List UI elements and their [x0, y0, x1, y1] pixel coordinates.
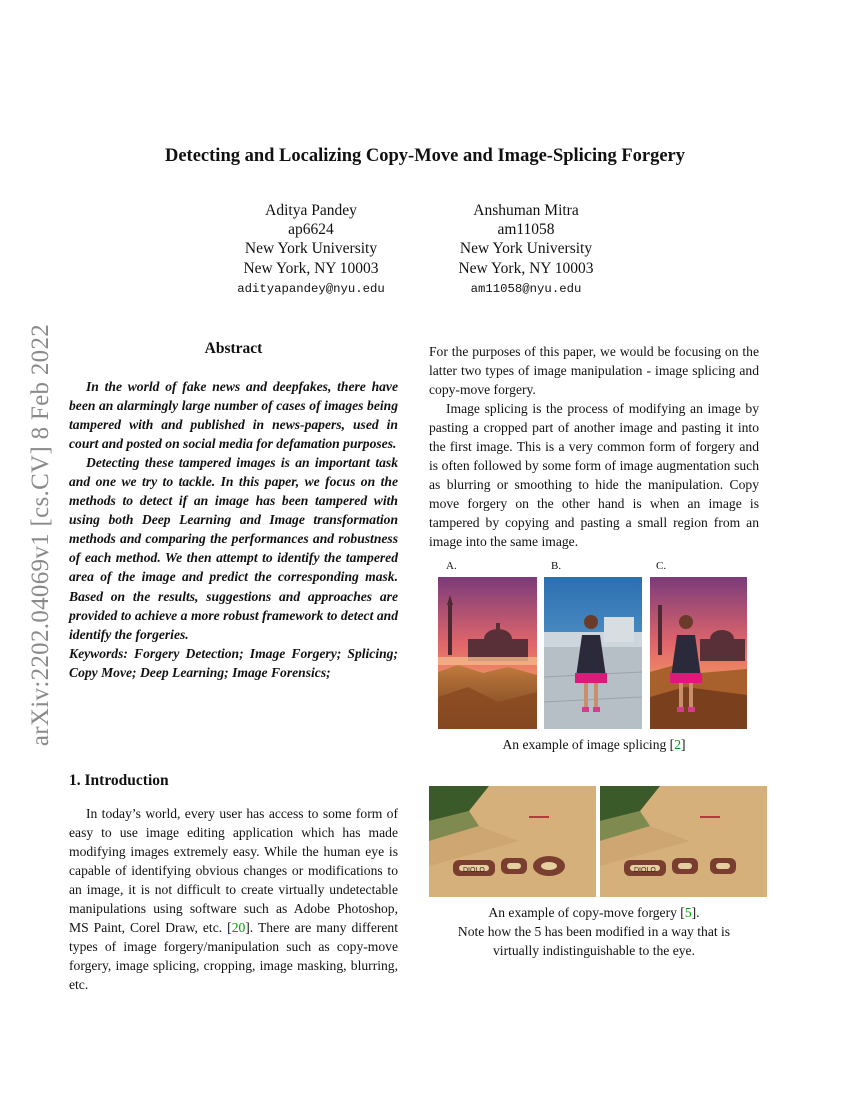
author-affiliation: New York University: [244, 240, 378, 258]
copy-move-image-forged: [600, 786, 767, 897]
abstract-paragraph: In the world of fake news and deepfakes, there have been an alarmingly large number of cases of images being tampered with and published in news-papers, used in court and posted on social media for defamation purposes.: [69, 379, 398, 452]
citation-link[interactable]: 2: [674, 737, 682, 752]
citation-link[interactable]: 20: [231, 920, 246, 936]
right-column-body: [429, 342, 759, 552]
author-id: ap6624: [288, 221, 334, 239]
author-location: New York, NY 10003: [458, 259, 594, 277]
author-location: New York, NY 10003: [243, 259, 379, 277]
figure-label-b: B.: [551, 560, 562, 572]
figure-label-c: C.: [656, 560, 667, 572]
paper-title: Detecting and Localizing Copy-Move and Image-Splicing Forgery: [164, 146, 685, 166]
citation-link[interactable]: 5: [684, 905, 692, 920]
figure-label-a: A.: [446, 560, 457, 572]
author-email[interactable]: adityapandey@nyu.edu: [237, 281, 385, 296]
abstract-keywords: Keywords: Forgery Detection; Image Forgery; Splicing; Copy Move; Deep Learning; Image Forensics;: [69, 645, 398, 680]
abstract-body: [69, 377, 398, 682]
sand-text: DIOLO: [634, 867, 656, 874]
author-block-1: [201, 201, 421, 299]
author-email[interactable]: am11058@nyu.edu: [470, 281, 582, 296]
splicing-image-a: [438, 577, 537, 729]
author-id: am11058: [497, 221, 555, 239]
splicing-image-c: [650, 577, 747, 729]
caption-line: Note how the 5 has been modified in a way that is: [457, 924, 731, 940]
author-affiliation: New York University: [459, 240, 593, 258]
author-block-2: [416, 201, 636, 299]
author-name: Anshuman Mitra: [473, 202, 579, 219]
figure-caption-splicing: An example of image splicing [2]: [502, 737, 686, 752]
sand-text: DIOLO: [463, 867, 485, 874]
arxiv-stamp: arXiv:2202.04069v1 [cs.CV] 8 Feb 2022: [27, 323, 54, 747]
caption-line: An example of copy-move forgery [5].: [488, 905, 700, 920]
body-paragraph: For the purposes of this paper, we would be focusing on the latter two types of image manipulation - image splicing and copy-move forgery.: [429, 344, 759, 398]
abstract-paragraph: Detecting these tampered images is an important task and one we try to tackle. In this paper, we focus on the methods to detect if an image has been tampered with using both Deep Learning and Image transformation methods and comparing the performances and robustness of each method. We then attempt to identify the tampered area of the image and predict the corresponding mask. Based on the results, suggestions and approaches are provided to achieve a more robust framework to detect and identify the forgeries.: [69, 455, 398, 642]
section-heading-introduction: 1. Introduction: [69, 772, 169, 789]
abstract-heading: Abstract: [204, 340, 263, 357]
author-name: Aditya Pandey: [265, 202, 357, 219]
introduction-body: [69, 804, 398, 994]
introduction-paragraph: In today’s world, every user has access to some form of easy to use image editing application which has made modifying images extremely easy. While the human eye is capable of identifying obvious changes or modifications to an image, it is not difficult to create virtually undetectable manipulations using software such as Adobe Photoshop, MS Paint, Corel Draw, etc. [20]. There are many different types of image forgery/manipulation such as copy-move forgery, image splicing, cropping, image masking, blurring, etc.: [69, 806, 399, 993]
figure-caption-copy-move: [429, 903, 759, 960]
copy-move-image-original: [429, 786, 596, 897]
body-paragraph: Image splicing is the process of modifying an image by pasting a cropped part of another image and pasting it into the first image. This is a very common form of forgery and is often followed by some form of image augmentation such as blurring or smoothing to hide the manipulation. Copy move forgery on the other hand is when an image is tampered by copying and pasting a small region from an image into the same image.: [429, 401, 759, 550]
caption-line: virtually indistinguishable to the eye.: [493, 943, 695, 959]
splicing-image-b: [544, 577, 642, 729]
